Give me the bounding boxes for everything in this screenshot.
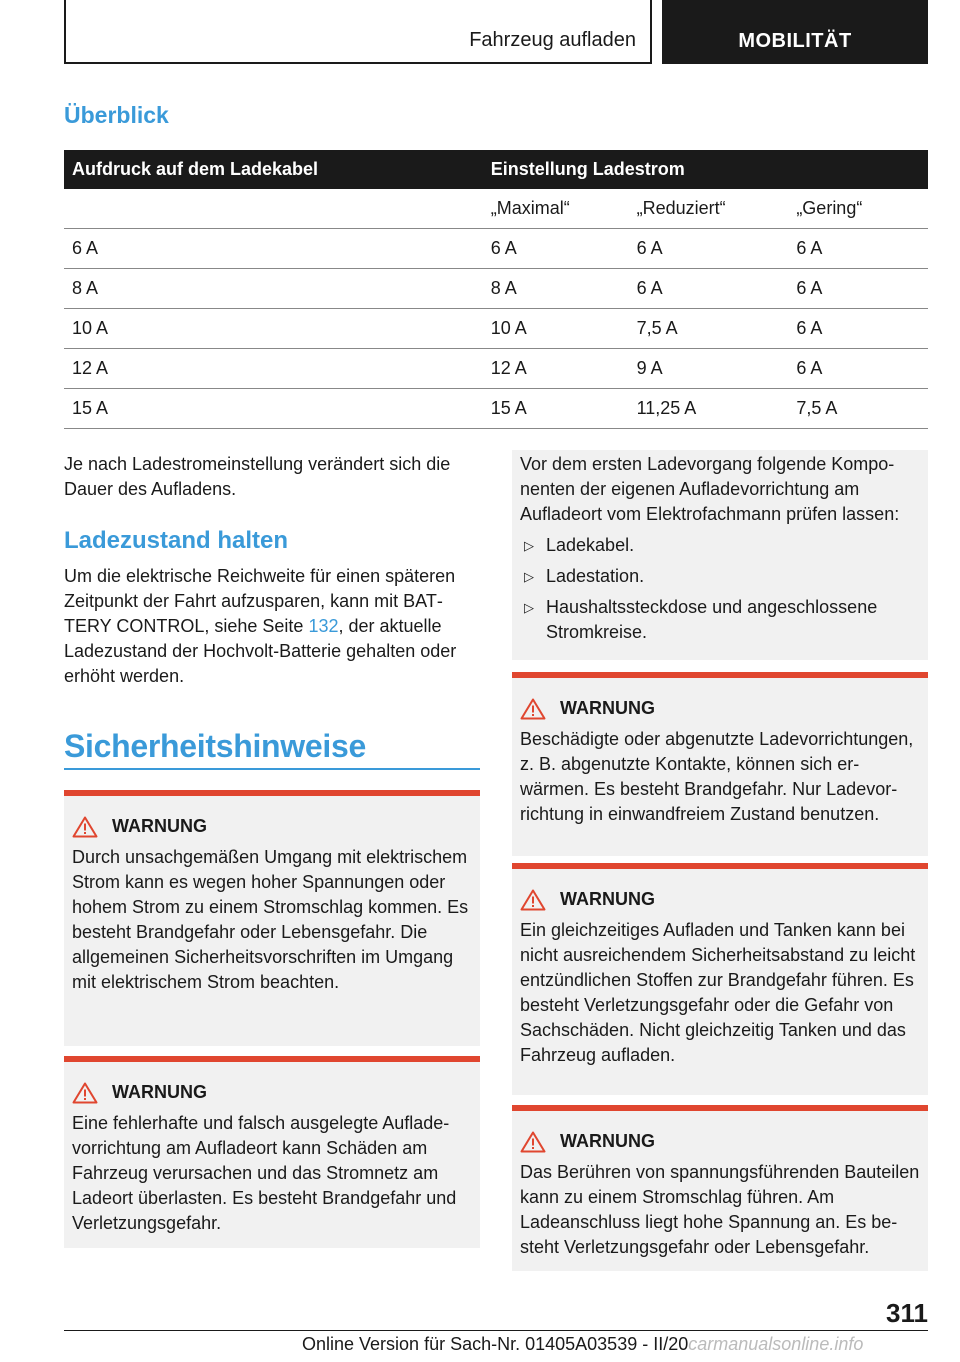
table-cell: 15 A <box>64 389 483 429</box>
table-cell: „Maximal“ <box>483 189 629 229</box>
table-cell: 7,5 A <box>629 309 789 349</box>
table-cell: 8 A <box>64 269 483 309</box>
list-item-text: Haushaltssteckdose und angeschlossene Stromkreise. <box>546 597 878 642</box>
table-cell: 11,25 A <box>629 389 789 429</box>
table-cell: 6 A <box>788 269 928 309</box>
triangle-bullet-icon: ▷ <box>524 569 534 584</box>
warning-text: Ein gleichzeitiges Aufladen und Tanken kann bei nicht ausreichendem Sicherheitsabstand zu leicht entzündlichen Stoffen zur Brandgefahr führen. Es besteht Verletzungsgefahr oder die Gefahr von Sachschäden. Nicht gleichzeitig Tanken und das Fahrzeug aufladen. <box>520 920 916 1065</box>
header-section-label: MOBILITÄT <box>738 30 852 52</box>
table-cell: 6 A <box>629 269 789 309</box>
check-components-box <box>512 450 928 660</box>
list-item <box>512 595 928 645</box>
list-item-text: Ladestation. <box>546 566 645 586</box>
table-cell: 6 A <box>788 309 928 349</box>
warning-label: WARNUNG <box>560 889 655 909</box>
triangle-bullet-icon: ▷ <box>524 538 534 553</box>
warning-title <box>512 1129 928 1154</box>
safety-heading: Sicherheitshinweise <box>64 728 366 764</box>
header-subtitle-box <box>64 0 652 64</box>
header-section-tab <box>662 0 928 64</box>
check-components-text: Vor dem ersten Ladevorgang folgende Komponenten der eigenen Aufladevorrichtung am Aufladeort vom Elektrofachmann prüfen lassen: <box>520 454 900 524</box>
table-cell: 12 A <box>64 349 483 389</box>
table-cell: 6 A <box>788 229 928 269</box>
warning-triangle-icon <box>72 1082 98 1104</box>
header-subtitle: Fahrzeug aufladen <box>469 29 636 51</box>
table-row <box>64 269 928 309</box>
list-item <box>512 564 928 589</box>
heading-underline <box>64 768 480 770</box>
table-cell: 8 A <box>483 269 629 309</box>
warning-label: WARNUNG <box>560 1131 655 1151</box>
warning-title <box>64 1080 480 1105</box>
table-header-setting: Einstellung Ladestrom <box>483 150 928 189</box>
warning-triangle-icon <box>520 698 546 720</box>
table-cell: 15 A <box>483 389 629 429</box>
overview-heading: Überblick <box>64 102 169 128</box>
table-cell: 7,5 A <box>788 389 928 429</box>
check-components-list <box>512 533 928 645</box>
page-reference-link[interactable]: 132 <box>308 616 339 636</box>
table-cell: „Reduziert“ <box>629 189 789 229</box>
footer-watermark: carmanualsonline.info <box>688 1334 864 1354</box>
warning-box <box>512 1105 928 1271</box>
table-cell: 10 A <box>483 309 629 349</box>
footer-version: Online Version für Sach-Nr. 01405A03539 - II/20 <box>302 1334 689 1354</box>
table-cell: „Gering“ <box>788 189 928 229</box>
table-row <box>64 349 928 389</box>
table-cell: 6 A <box>64 229 483 269</box>
table-cell: 6 A <box>483 229 629 269</box>
warning-triangle-icon <box>520 1131 546 1153</box>
warning-triangle-icon <box>520 889 546 911</box>
warning-text: Das Berühren von spannungsführenden Bauteilen kann zu einem Stromschlag führen. Am Ladeanschluss liegt hohe Spannung an. Es besteht Verletzungsgefahr oder Lebensgefahr. <box>520 1162 920 1257</box>
warning-box <box>64 1056 480 1248</box>
list-item-text: Ladekabel. <box>546 535 635 555</box>
table-header-cable: Aufdruck auf dem Ladekabel <box>64 150 483 189</box>
triangle-bullet-icon: ▷ <box>524 600 534 615</box>
table-row <box>64 389 928 429</box>
table-row <box>64 309 928 349</box>
ladezustand-paragraph <box>64 564 482 689</box>
ladezustand-text-after: , der aktuelle Ladezustand der Hochvolt-Batterie gehalten oder erhöht werden. <box>64 616 457 686</box>
table-header-row <box>64 150 928 189</box>
warning-text: Beschädigte oder abgenutzte Ladevorrichtungen, z. B. abgenutzte Kontakte, können sich erwärmen. Es besteht Brandgefahr. Nur Ladevorrichtung in einwandfreiem Zustand benutzen. <box>520 729 914 824</box>
table-cell <box>64 189 483 229</box>
charge-current-table <box>64 150 928 429</box>
table-cell: 6 A <box>629 229 789 269</box>
footer-text <box>302 1334 863 1355</box>
table-cell: 6 A <box>788 349 928 389</box>
warning-title <box>64 814 480 839</box>
ladezustand-heading: Ladezustand halten <box>64 527 289 554</box>
warning-title <box>512 887 928 912</box>
warning-text: Eine fehlerhafte und falsch ausgelegte Aufladevorrichtung am Aufladeort kann Schäden am Fahrzeug verursachen und das Stromnetz am Ladeort überlasten. Es besteht Brandgefahr und Verletzungsgefahr. <box>72 1113 457 1233</box>
table-cell: 10 A <box>64 309 483 349</box>
warning-title <box>512 696 928 721</box>
list-item <box>512 533 928 558</box>
warning-label: WARNUNG <box>112 1082 207 1102</box>
warning-box <box>512 672 928 856</box>
warning-triangle-icon <box>72 816 98 838</box>
page-number: 311 <box>886 1298 928 1328</box>
warning-label: WARNUNG <box>112 816 207 836</box>
warning-label: WARNUNG <box>560 698 655 718</box>
warning-box <box>64 790 480 1046</box>
page-header <box>64 0 928 66</box>
ladezustand-text-before: Um die elektrische Reichweite für einen späteren Zeitpunkt der Fahrt aufzusparen, kann mit BATTERY CONTROL, siehe Seite <box>64 566 456 636</box>
table-cell: 9 A <box>629 349 789 389</box>
table-row <box>64 229 928 269</box>
warning-text: Durch unsachgemäßen Umgang mit elektrischem Strom kann es wegen hoher Spannungen oder hohem Strom zu einem Stromschlag kommen. Es besteht Brandgefahr oder Lebensgefahr. Die allgemeinen Sicherheitsvorschriften im Umgang mit elektrischem Strom beachten. <box>72 847 469 992</box>
intro-paragraph: Je nach Ladestromeinstellung verändert sich die Dauer des Aufladens. <box>64 454 451 499</box>
footer-rule <box>64 1330 928 1331</box>
warning-box <box>512 863 928 1095</box>
table-subheader-row <box>64 189 928 229</box>
table-cell: 12 A <box>483 349 629 389</box>
